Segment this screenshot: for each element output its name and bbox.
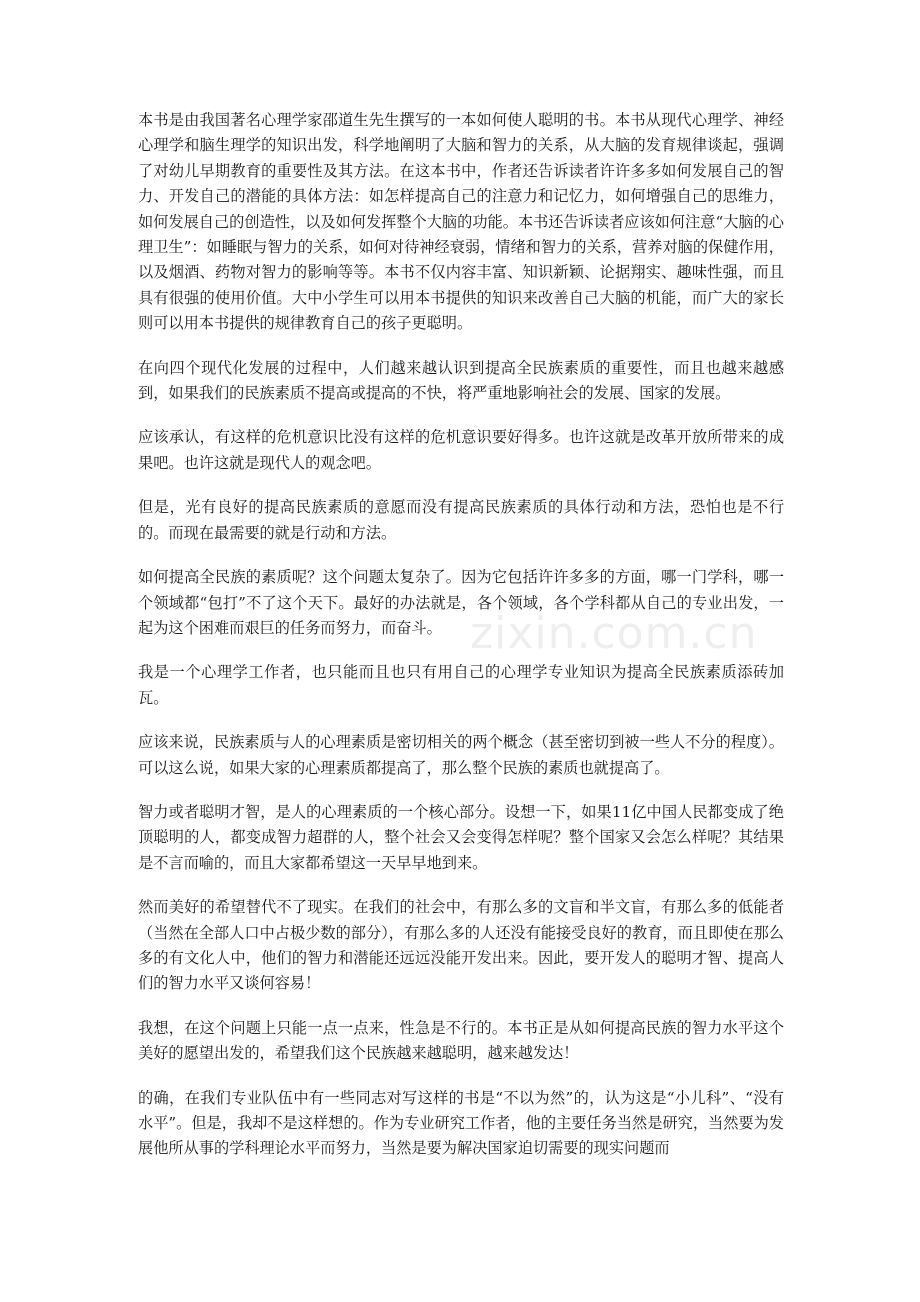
- paragraph-7: 应该来说，民族素质与人的心理素质是密切相关的两个概念（甚至密切到被一些人不分的程度）。可以这么说，如果大家的心理素质都提高了，那么整个民族的素质也就提高了。: [138, 733, 784, 777]
- paragraph-4: 但是，光有良好的提高民族素质的意愿而没有提高民族素质的具体行动和方法，恐怕也是不行的。而现在最需要的就是行动和方法。: [138, 498, 784, 542]
- paragraph-11: 的确，在我们专业队伍中有一些同志对写这样的书是“不以为然”的，认为这是“小儿科”、“没有水平”。但是，我却不是这样想的。作为专业研究工作者，他的主要任务当然是研究，当然要为发展他所从事的学科理论水平而努力，当然是要为解决国家迫切需要的现实问题而: [138, 1088, 784, 1158]
- paragraph-2: 在向四个现代化发展的过程中，人们越来越认识到提高全民族素质的重要性，而且也越来越感到，如果我们的民族素质不提高或提高的不快，将严重地影响社会的发展、国家的发展。: [138, 358, 784, 403]
- paragraph-9: 然而美好的希望替代不了现实。在我们的社会中，有那么多的文盲和半文盲，有那么多的低能者（当然在全部人口中占极少数的部分），有那么多的人还没有能接受良好的教育，而且即使在那么多的有文化人中，他们的智力和潜能还远远没能开发出来。因此，要开发人的聪明才智、提高人们的智力水平又谈何容易！: [138, 898, 784, 993]
- paragraph-8: 智力或者聪明才智，是人的心理素质的一个核心部分。设想一下，如果11亿中国人民都变成了绝顶聪明的人，都变成智力超群的人，整个社会又会变得怎样呢？整个国家又会怎么样呢？其结果是不言而喻的，而且大家都希望这一天早早地到来。: [138, 802, 784, 872]
- paragraph-1: 本书是由我国著名心理学家邵道生先生撰写的一本如何使人聪明的书。本书从现代心理学、神经心理学和脑生理学的知识出发，科学地阐明了大脑和智力的关系，从大脑的发育规律谈起，强调了对幼儿早期教育的重要性及其方法。在这本书中，作者还告诉读者许许多多如何发展自己的智力、开发自己的潜能的具体方法：如怎样提高自己的注意力和记忆力，如何增强自己的思维力，如何发展自己的创造性，以及如何发挥整个大脑的功能。本书还告诉读者应该如何注意“大脑的心理卫生”：如睡眠与智力的关系，如何对待神经衰弱，情绪和智力的关系，营养对脑的保健作用，以及烟酒、药物对智力的影响等等。本书不仅内容丰富、知识新颖、论据翔实、趣味性强，而且具有很强的使用价值。大中小学生可以用本书提供的知识来改善自己大脑的机能，而广大的家长则可以用本书提供的规律教育自己的孩子更聪明。: [138, 111, 784, 333]
- paragraph-6: 我是一个心理学工作者，也只能而且也只有用自己的心理学专业知识为提高全民族素质添砖加瓦。: [138, 663, 784, 707]
- watermark: zixin.com.cn: [470, 608, 758, 659]
- paragraph-10: 我想，在这个问题上只能一点一点来，性急是不行的。本书正是从如何提高民族的智力水平这个美好的愿望出发的，希望我们这个民族越来越聪明，越来越发达！: [138, 1018, 784, 1063]
- document-body: [138, 108, 784, 1181]
- paragraph-5: 如何提高全民族的素质呢？这个问题太复杂了。因为它包括许许多多的方面，哪一门学科，哪一个领域都“包打”不了这个天下。最好的办法就是，各个领域，各个学科都从自己的专业出发，一起为这个困难而艰巨的任务而努力，而奋斗。: [138, 568, 784, 637]
- paragraph-3: 应该承认，有这样的危机意识比没有这样的危机意识要好得多。也许这就是改革开放所带来的成果吧。也许这就是现代人的观念吧。: [138, 428, 784, 472]
